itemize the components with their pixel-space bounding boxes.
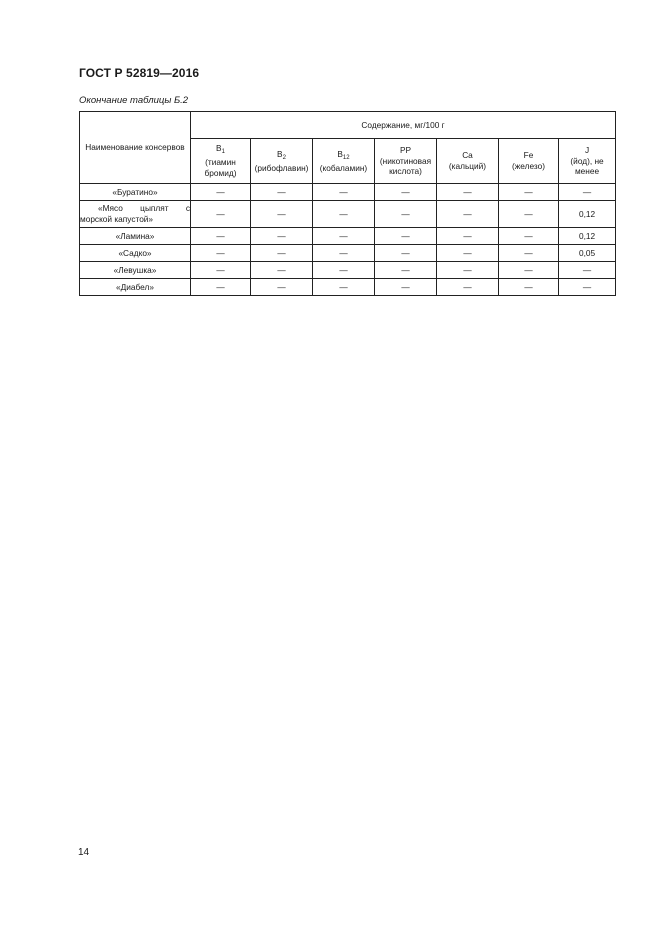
column-desc: (йод), не менее <box>570 155 604 177</box>
value-cell: — <box>191 184 251 201</box>
column-desc: (кальций) <box>448 161 487 171</box>
table-row <box>80 228 616 245</box>
value-cell: — <box>375 184 437 201</box>
value-cell: — <box>375 279 437 296</box>
name-column-header: Наименование консервов <box>80 112 191 184</box>
column-desc: (рибофлавин) <box>254 162 309 173</box>
column-header-b2 <box>251 139 313 184</box>
value-cell: — <box>251 201 313 228</box>
value-cell: — <box>437 245 499 262</box>
column-desc: (никотиновая кислота) <box>379 155 432 177</box>
value-cell: 0,05 <box>559 245 616 262</box>
column-header-j <box>559 139 616 184</box>
value-cell: — <box>437 279 499 296</box>
column-desc: (тиамин бромид) <box>204 157 237 178</box>
product-name-cell: «Садко» <box>80 245 191 262</box>
value-cell: — <box>313 201 375 228</box>
product-name-cell: «Ламина» <box>80 228 191 245</box>
column-index: 2 <box>282 154 286 161</box>
value-cell: — <box>375 262 437 279</box>
value-cell: — <box>499 279 559 296</box>
value-cell: — <box>251 245 313 262</box>
table-row <box>80 279 616 296</box>
value-cell: — <box>499 262 559 279</box>
column-symbol: B <box>216 143 222 154</box>
product-name-cell: «Мясо цыплят с морской капустой» <box>80 201 191 228</box>
value-cell: — <box>499 184 559 201</box>
nutrient-table <box>79 111 616 296</box>
value-cell: — <box>313 245 375 262</box>
column-symbol: PP <box>399 144 412 155</box>
column-header-pp <box>375 139 437 184</box>
value-cell: 0,12 <box>559 228 616 245</box>
value-cell: — <box>251 262 313 279</box>
column-header-ca <box>437 139 499 184</box>
column-symbol: B <box>277 148 283 159</box>
value-cell: — <box>375 228 437 245</box>
column-symbol: J <box>584 144 590 155</box>
column-index: 1 <box>221 149 225 156</box>
column-symbol: Fe <box>523 150 534 161</box>
column-desc: (железо) <box>511 161 545 171</box>
column-header-b1 <box>191 139 251 184</box>
value-cell: — <box>437 184 499 201</box>
table-row <box>80 201 616 228</box>
value-cell: — <box>191 262 251 279</box>
content-group-header: Содержание, мг/100 г <box>191 112 616 139</box>
value-cell: — <box>499 245 559 262</box>
value-cell: — <box>251 279 313 296</box>
value-cell: — <box>375 201 437 228</box>
value-cell: — <box>559 184 616 201</box>
column-index: 12 <box>342 154 350 161</box>
value-cell: 0,12 <box>559 201 616 228</box>
value-cell: — <box>375 245 437 262</box>
value-cell: — <box>251 184 313 201</box>
table-caption: Окончание таблицы Б.2 <box>79 95 189 106</box>
product-name-cell: «Буратино» <box>80 184 191 201</box>
value-cell: — <box>191 279 251 296</box>
table-row <box>80 262 616 279</box>
page-number: 14 <box>78 847 90 858</box>
product-name-cell: «Левушка» <box>80 262 191 279</box>
product-name-cell: «Диабел» <box>80 279 191 296</box>
column-header-fe <box>499 139 559 184</box>
value-cell: — <box>313 228 375 245</box>
value-cell: — <box>437 201 499 228</box>
value-cell: — <box>313 279 375 296</box>
value-cell: — <box>499 201 559 228</box>
value-cell: — <box>251 228 313 245</box>
value-cell: — <box>559 262 616 279</box>
value-cell: — <box>191 201 251 228</box>
document-header: ГОСТ Р 52819—2016 <box>79 66 200 80</box>
table-row <box>80 184 616 201</box>
value-cell: — <box>313 184 375 201</box>
column-symbol: Ca <box>462 150 473 161</box>
table-row <box>80 245 616 262</box>
value-cell: — <box>437 262 499 279</box>
value-cell: — <box>499 228 559 245</box>
column-desc: (кобаламин) <box>319 162 368 173</box>
value-cell: — <box>559 279 616 296</box>
value-cell: — <box>191 228 251 245</box>
value-cell: — <box>437 228 499 245</box>
value-cell: — <box>191 245 251 262</box>
value-cell: — <box>313 262 375 279</box>
column-symbol: B <box>337 148 343 159</box>
table-body <box>80 184 616 296</box>
column-header-b12 <box>313 139 375 184</box>
